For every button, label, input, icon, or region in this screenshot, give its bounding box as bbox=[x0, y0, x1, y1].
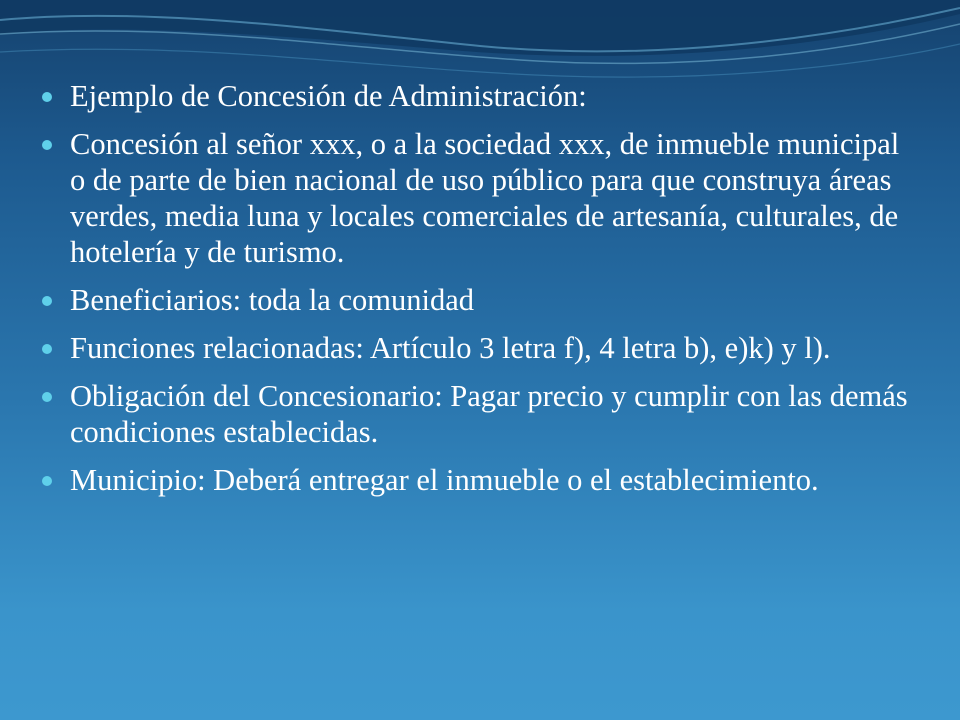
bullet-text: Ejemplo de Concesión de Administración: bbox=[70, 79, 587, 113]
bullet-list bbox=[42, 78, 922, 510]
bullet-item bbox=[42, 282, 922, 318]
bullet-item bbox=[42, 330, 922, 366]
bullet-item bbox=[42, 126, 922, 270]
bullet-item bbox=[42, 462, 922, 498]
bullet-dot-icon bbox=[42, 476, 52, 486]
bullet-text: Obligación del Concesionario: Pagar precio y cumplir con las demás condiciones establecidas. bbox=[70, 379, 908, 449]
bullet-text: Beneficiarios: toda la comunidad bbox=[70, 283, 474, 317]
bullet-dot-icon bbox=[42, 296, 52, 306]
bullet-item bbox=[42, 378, 922, 450]
bullet-dot-icon bbox=[42, 92, 52, 102]
bullet-dot-icon bbox=[42, 140, 52, 150]
bullet-text: Concesión al señor xxx, o a la sociedad xxx, de inmueble municipal o de parte de bien nacional de uso público para que construya áreas verdes, media luna y locales comerciales de artesanía, culturales, de hotelería y de turismo. bbox=[70, 127, 900, 269]
bullet-dot-icon bbox=[42, 392, 52, 402]
bullet-text: Funciones relacionadas: Artículo 3 letra f), 4 letra b), e)k) y l). bbox=[70, 331, 831, 365]
bullet-text: Municipio: Deberá entregar el inmueble o el establecimiento. bbox=[70, 463, 819, 497]
bullet-dot-icon bbox=[42, 344, 52, 354]
bullet-item bbox=[42, 78, 922, 114]
